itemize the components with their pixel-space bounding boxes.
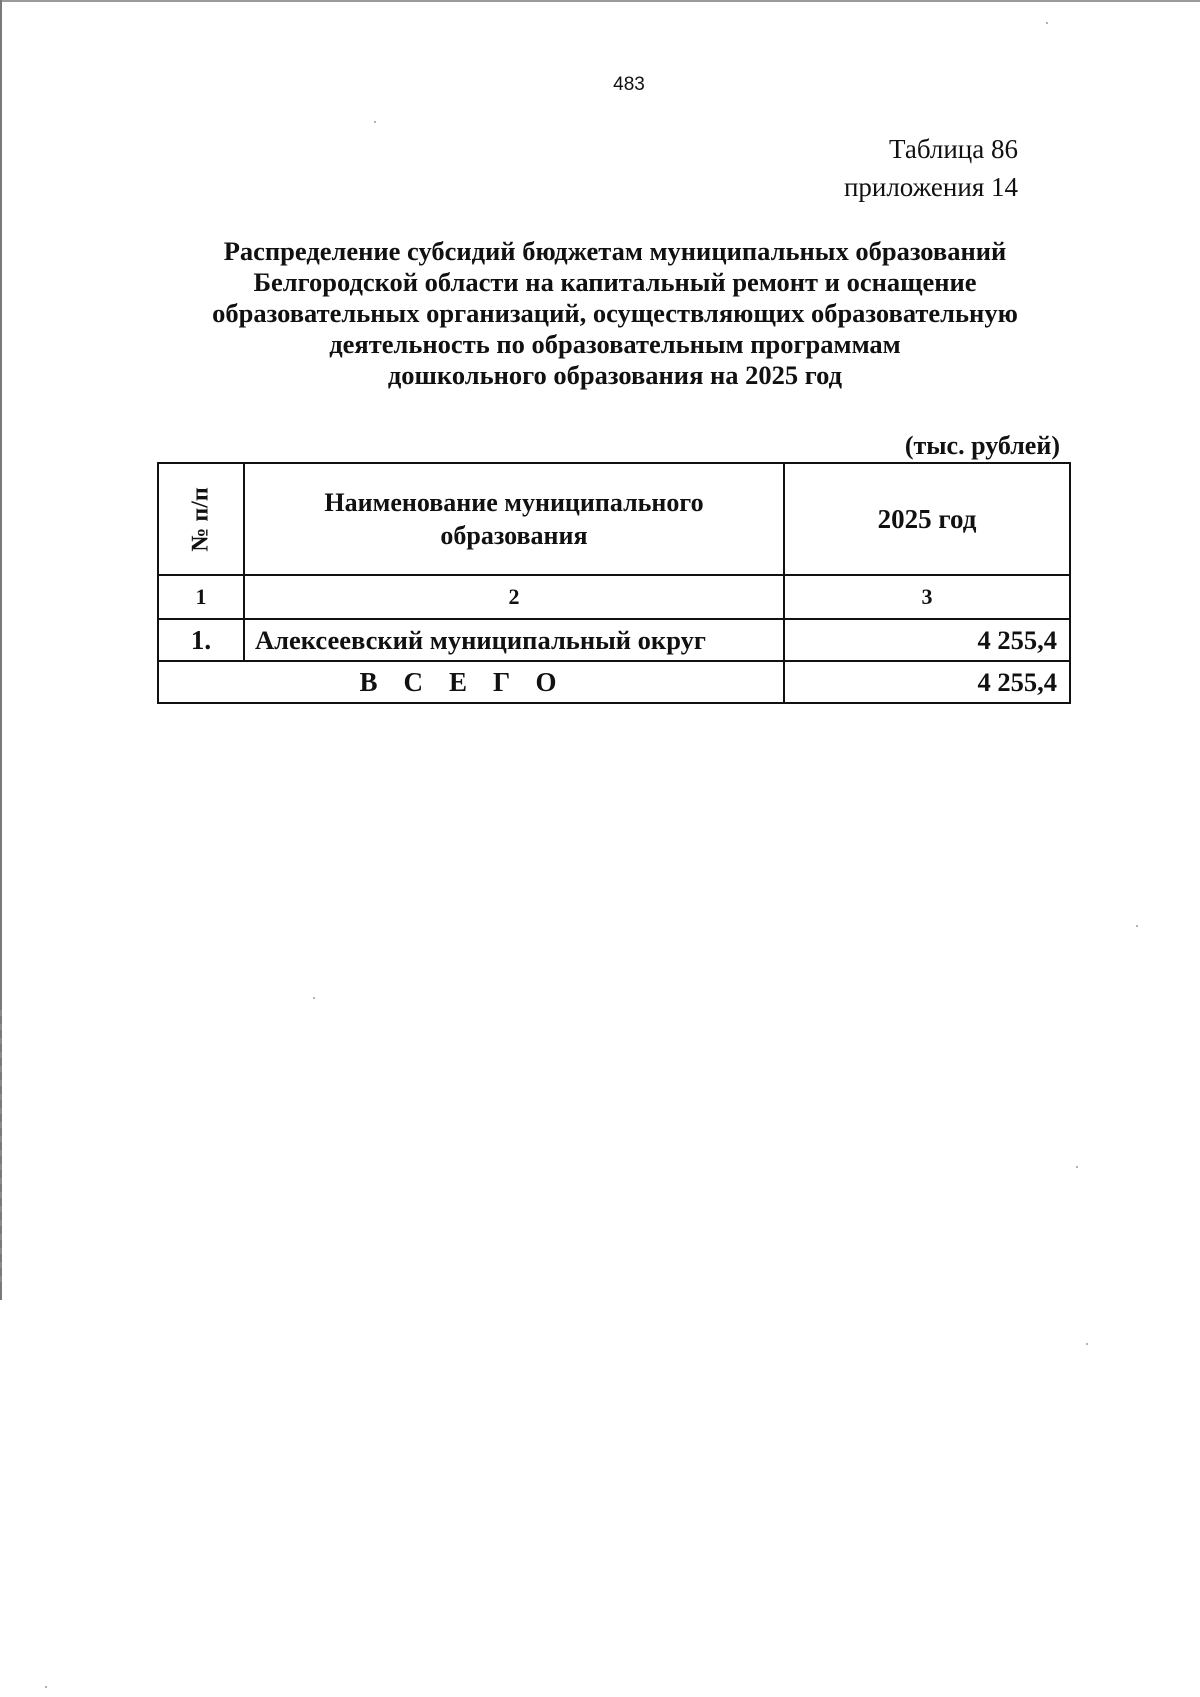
title-line: Белгородской области на капитальный ремонт и оснащение (253, 267, 977, 297)
total-value: 4 255,4 (784, 661, 1070, 703)
title-line: образовательных организаций, осуществляющих образовательную (212, 298, 1018, 328)
total-row (158, 661, 1070, 703)
column-number-row (158, 575, 1070, 619)
scan-speck (1076, 1166, 1078, 1168)
header-name-line: образования (440, 521, 588, 550)
header-year: 2025 год (784, 463, 1070, 575)
total-label: ВСЕГО (158, 661, 784, 703)
units-label: (тыс. рублей) (904, 431, 1060, 460)
scan-speck (374, 121, 376, 123)
header-number: № п/п (187, 486, 214, 552)
row-number: 1. (158, 619, 244, 661)
scan-speck (1046, 22, 1048, 24)
column-number: 3 (784, 575, 1070, 619)
table-label: Таблица 86 (889, 134, 1018, 164)
appendix-label: приложения 14 (843, 172, 1018, 202)
row-value: 4 255,4 (784, 619, 1070, 661)
scan-speck (313, 997, 315, 999)
column-number: 2 (244, 575, 784, 619)
table-reference (844, 130, 1018, 206)
document-title (160, 236, 1070, 391)
scan-speck (45, 1686, 47, 1688)
page-number: 483 (613, 74, 645, 95)
header-name-cell (244, 463, 784, 575)
row-municipality-name: Алексеевский муниципальный округ (244, 619, 784, 661)
scan-speck (1086, 1343, 1088, 1345)
title-line: Распределение субсидий бюджетам муниципальных образований (223, 236, 1007, 266)
title-line: деятельность по образовательным программам (329, 329, 901, 359)
subsidies-table (157, 462, 1071, 704)
scan-edge-left-dashed (0, 1010, 2, 1290)
table-header-row (158, 463, 1070, 575)
scan-speck (1136, 925, 1138, 927)
header-number-cell (158, 463, 244, 575)
table-row (158, 619, 1070, 661)
title-line: дошкольного образования на 2025 год (387, 360, 843, 390)
header-name-line: Наименование муниципального (324, 488, 704, 517)
column-number: 1 (158, 575, 244, 619)
scan-edge-top (0, 0, 1200, 2)
